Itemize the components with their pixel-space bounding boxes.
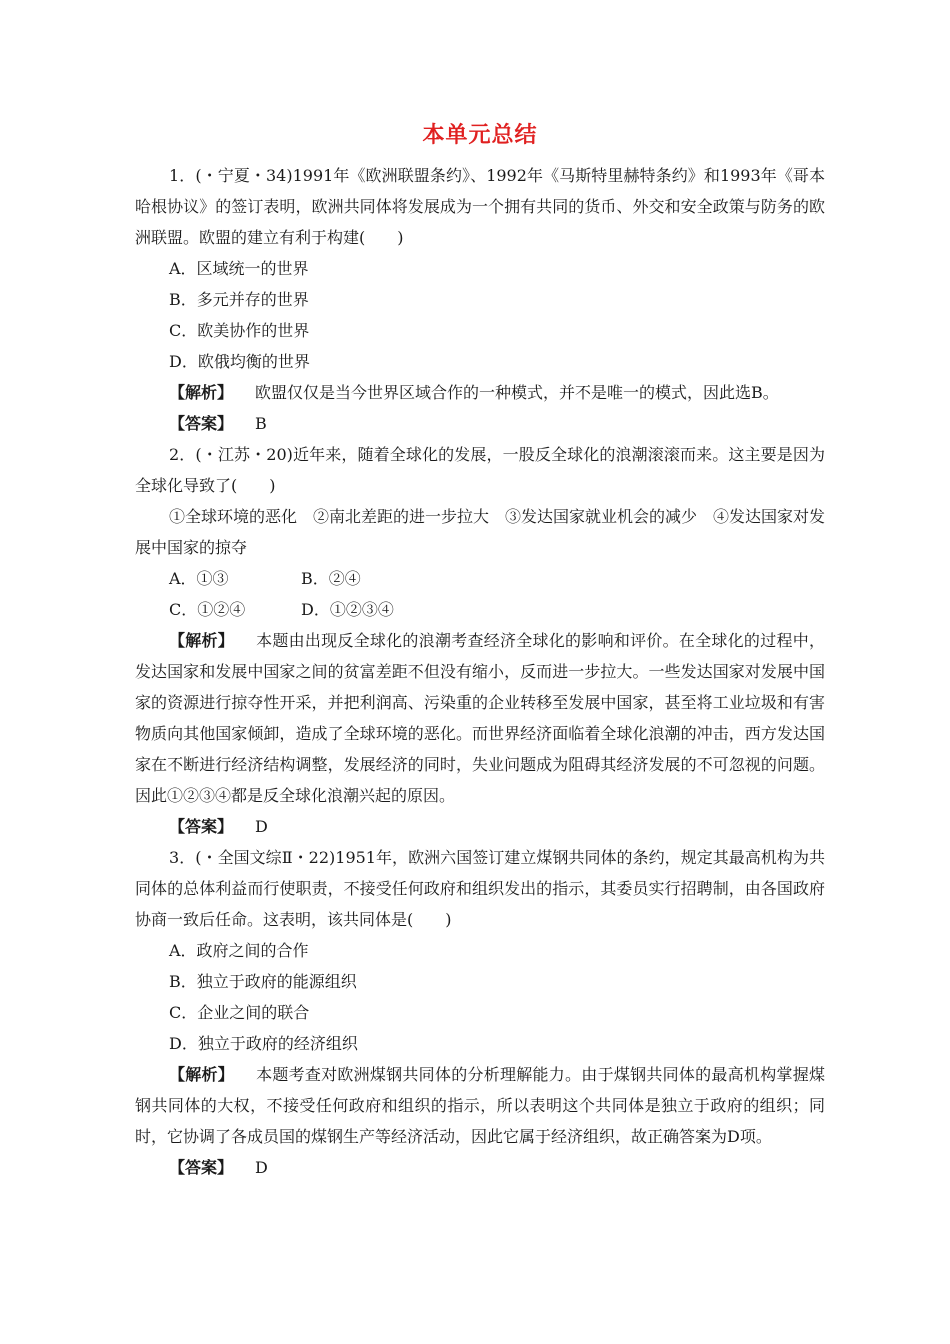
analysis-text: 本题由出现反全球化的浪潮考查经济全球化的影响和评价。在全球化的过程中，发达国家和发展中国家之间的贫富差距不但没有缩小，反而进一步拉大。一些发达国家对发展中国家的资源进行掠夺性开采，并把利润高、污染重的企业转移至发展中国家，甚至将工业垃圾和有害物质向其他国家倾卸，造成了全球环境的恶化。而世界经济面临着全球化浪潮的冲击，西方发达国家在不断进行经济结构调整，发展经济的同时，失业问题成为阻碍其经济发展的不可忽视的问题。因此①②③④都是反全球化浪潮兴起的原因。 (135, 631, 825, 805)
answer-value: D (255, 1158, 268, 1177)
question-1-answer (135, 408, 825, 439)
document-page (135, 120, 825, 1183)
question-2-option-c: C．①②④ (169, 600, 246, 619)
answer-label: 【答案】 (169, 414, 234, 433)
answer-label: 【答案】 (169, 817, 234, 836)
answer-value: D (255, 817, 268, 836)
question-3-option-d: D．独立于政府的经济组织 (169, 1034, 358, 1053)
analysis-label: 【解析】 (169, 631, 235, 650)
question-2-answer (135, 811, 825, 842)
question-1-text: 1．(・宁夏・34)1991年《欧洲联盟条约》、1992年《马斯特里赫特条约》和1993年《哥本哈根协议》的签订表明，欧洲共同体将发展成为一个拥有共同的货币、外交和安全政策与防务的欧洲联盟。欧盟的建立有利于构建( ) (135, 166, 825, 247)
answer-value: B (255, 414, 267, 433)
analysis-text: 本题考查对欧洲煤钢共同体的分析理解能力。由于煤钢共同体的最高机构掌握煤钢共同体的大权，不接受任何政府和组织的指示，所以表明这个共同体是独立于政府的组织；同时，它协调了各成员国的煤钢生产等经济活动，因此它属于经济组织，故正确答案为D项。 (135, 1065, 825, 1146)
question-3-option-c: C．企业之间的联合 (169, 1003, 310, 1022)
question-1-option-b: B．多元并存的世界 (169, 290, 309, 309)
question-1-option-d: D．欧俄均衡的世界 (169, 352, 310, 371)
question-2-option-d: D．①②③④ (301, 600, 394, 619)
page-title: 本单元总结 (422, 122, 538, 148)
analysis-label: 【解析】 (169, 1065, 235, 1084)
question-3-analysis (135, 1059, 825, 1152)
question-1-option-c: C．欧美协作的世界 (169, 321, 310, 340)
analysis-label: 【解析】 (169, 383, 234, 402)
question-3-option-b: B．独立于政府的能源组织 (169, 972, 357, 991)
answer-label: 【答案】 (169, 1158, 234, 1177)
question-2-items: ①全球环境的恶化 ②南北差距的进一步拉大 ③发达国家就业机会的减少 ④发达国家对发展中国家的掠夺 (135, 507, 826, 557)
question-2-options-row-2 (135, 594, 825, 625)
question-2-text: 2．(・江苏・20)近年来，随着全球化的发展，一股反全球化的浪潮滚滚而来。这主要是因为全球化导致了( ) (135, 445, 825, 495)
question-3-text: 3．(・全国文综Ⅱ・22)1951年，欧洲六国签订建立煤钢共同体的条约，规定其最高机构为共同体的总体利益而行使职责，不接受任何政府和组织发出的指示，其委员实行招聘制，由各国政府协商一致后任命。这表明，该共同体是( ) (135, 848, 825, 929)
question-2-option-b: B．②④ (301, 569, 361, 588)
question-3-option-a: A．政府之间的合作 (169, 941, 309, 960)
question-2-analysis (135, 625, 825, 811)
question-1-analysis (135, 377, 825, 408)
question-1-option-a: A．区域统一的世界 (169, 259, 309, 278)
analysis-text: 欧盟仅仅是当今世界区域合作的一种模式，并不是唯一的模式，因此选B。 (255, 383, 779, 402)
question-3-answer (135, 1152, 825, 1183)
question-2-option-a: A．①③ (169, 569, 229, 588)
question-2-options-row-1 (135, 563, 825, 594)
